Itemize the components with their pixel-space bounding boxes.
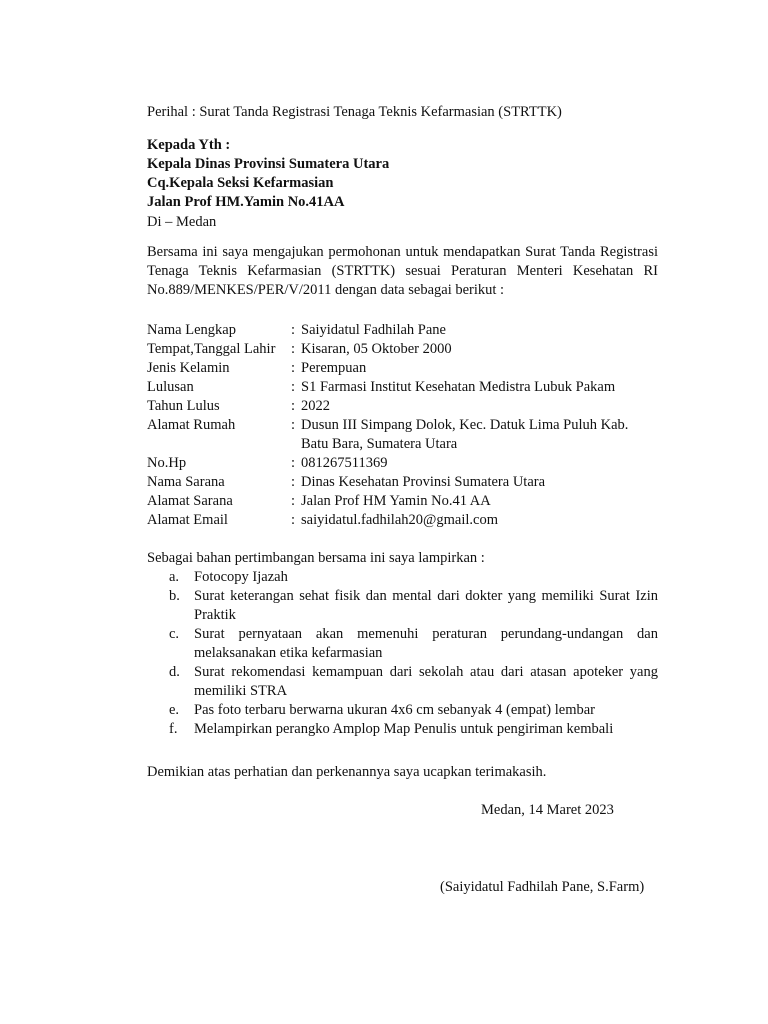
field-row-facility <box>147 473 658 492</box>
field-value: Kisaran, 05 Oktober 2000 <box>301 341 452 357</box>
list-item <box>147 701 658 720</box>
list-item-letter: c. <box>169 626 180 642</box>
list-item-text: Surat rekomendasi kemampuan dari sekolah atau dari atasan apoteker yang memiliki STRA <box>194 664 658 699</box>
field-row-graduate <box>147 378 658 397</box>
field-row-email <box>147 511 658 530</box>
field-colon: : <box>291 455 296 471</box>
field-row-gender <box>147 359 658 378</box>
recipient-greeting: Kepada Yth : <box>147 137 231 153</box>
list-item-letter: d. <box>169 664 180 680</box>
field-row-name <box>147 321 658 340</box>
field-value: 081267511369 <box>301 455 388 471</box>
field-label: Alamat Rumah <box>147 417 236 433</box>
field-row-grad-year <box>147 397 658 416</box>
list-item-letter: e. <box>169 702 180 718</box>
field-value: Perempuan <box>301 360 367 376</box>
field-colon: : <box>291 512 296 528</box>
field-value: Dinas Kesehatan Provinsi Sumatera Utara <box>301 474 546 490</box>
applicant-data-table <box>147 321 658 530</box>
list-item <box>147 568 658 587</box>
recipient-street: Jalan Prof HM.Yamin No.41AA <box>147 194 345 210</box>
field-row-facility-address <box>147 492 658 511</box>
field-label: No.Hp <box>147 455 187 471</box>
attachments-intro: Sebagai bahan pertimbangan bersama ini saya lampirkan : <box>147 550 485 566</box>
field-colon: : <box>291 341 296 357</box>
place-date: Medan, 14 Maret 2023 <box>481 802 614 818</box>
field-label: Jenis Kelamin <box>147 360 230 376</box>
signature-name: (Saiyidatul Fadhilah Pane, S.Farm) <box>440 879 645 895</box>
list-item-text: Melampirkan perangko Amplop Map Penulis untuk pengiriman kembali <box>194 721 614 737</box>
perihal-line: Perihal : Surat Tanda Registrasi Tenaga Teknis Kefarmasian (STRTTK) <box>147 104 562 120</box>
field-label: Alamat Email <box>147 512 228 528</box>
list-item-text: Pas foto terbaru berwarna ukuran 4x6 cm sebanyak 4 (empat) lembar <box>194 702 596 718</box>
field-label: Nama Sarana <box>147 474 225 490</box>
field-colon: : <box>291 474 296 490</box>
list-item-text: Fotocopy Ijazah <box>194 569 288 585</box>
list-item-letter: a. <box>169 569 180 585</box>
field-label: Tahun Lulus <box>147 398 220 414</box>
field-value: Jalan Prof HM Yamin No.41 AA <box>301 493 491 509</box>
field-value: S1 Farmasi Institut Kesehatan Medistra Lubuk Pakam <box>301 379 616 395</box>
field-label: Lulusan <box>147 379 194 395</box>
list-item-text: Surat pernyataan akan memenuhi peraturan perundang-undangan dan melaksanakan etika kefarmasian <box>194 626 658 661</box>
field-value: saiyidatul.fadhilah20@gmail.com <box>301 512 498 528</box>
field-label: Alamat Sarana <box>147 493 233 509</box>
field-colon: : <box>291 417 296 433</box>
list-item-letter: b. <box>169 588 180 604</box>
intro-paragraph: Bersama ini saya mengajukan permohonan untuk mendapatkan Surat Tanda Registrasi Tenaga Teknis Kefarmasian (STRTTK) sesuai Peraturan Menteri Kesehatan RI No.889/MENKES/PER/V/2011 dengan data sebagai berikut : <box>147 244 658 298</box>
field-row-birth <box>147 340 658 359</box>
field-label: Nama Lengkap <box>147 322 236 338</box>
field-row-home-address-cont <box>147 435 658 454</box>
field-label: Tempat,Tanggal Lahir <box>147 341 276 357</box>
field-row-phone <box>147 454 658 473</box>
list-item <box>147 720 658 739</box>
attachments-list <box>147 568 658 739</box>
list-item <box>147 587 658 625</box>
field-value: Dusun III Simpang Dolok, Kec. Datuk Lima Puluh Kab. <box>301 417 629 433</box>
recipient-office: Kepala Dinas Provinsi Sumatera Utara <box>147 156 390 172</box>
closing-sentence: Demikian atas perhatian dan perkenannya saya ucapkan terimakasih. <box>147 764 547 780</box>
field-colon: : <box>291 322 296 338</box>
field-value: 2022 <box>301 398 330 414</box>
field-colon: : <box>291 360 296 376</box>
recipient-city: Di – Medan <box>147 214 217 230</box>
field-colon: : <box>291 398 296 414</box>
field-row-home-address <box>147 416 658 435</box>
field-colon: : <box>291 379 296 395</box>
field-colon: : <box>291 493 296 509</box>
list-item-letter: f. <box>169 721 178 737</box>
recipient-section: Cq.Kepala Seksi Kefarmasian <box>147 175 334 191</box>
list-item-text: Surat keterangan sehat fisik dan mental dari dokter yang memiliki Surat Izin Praktik <box>194 588 658 623</box>
field-value: Saiyidatul Fadhilah Pane <box>301 322 446 338</box>
field-value-continuation: Batu Bara, Sumatera Utara <box>301 436 458 452</box>
list-item <box>147 625 658 663</box>
list-item <box>147 663 658 701</box>
